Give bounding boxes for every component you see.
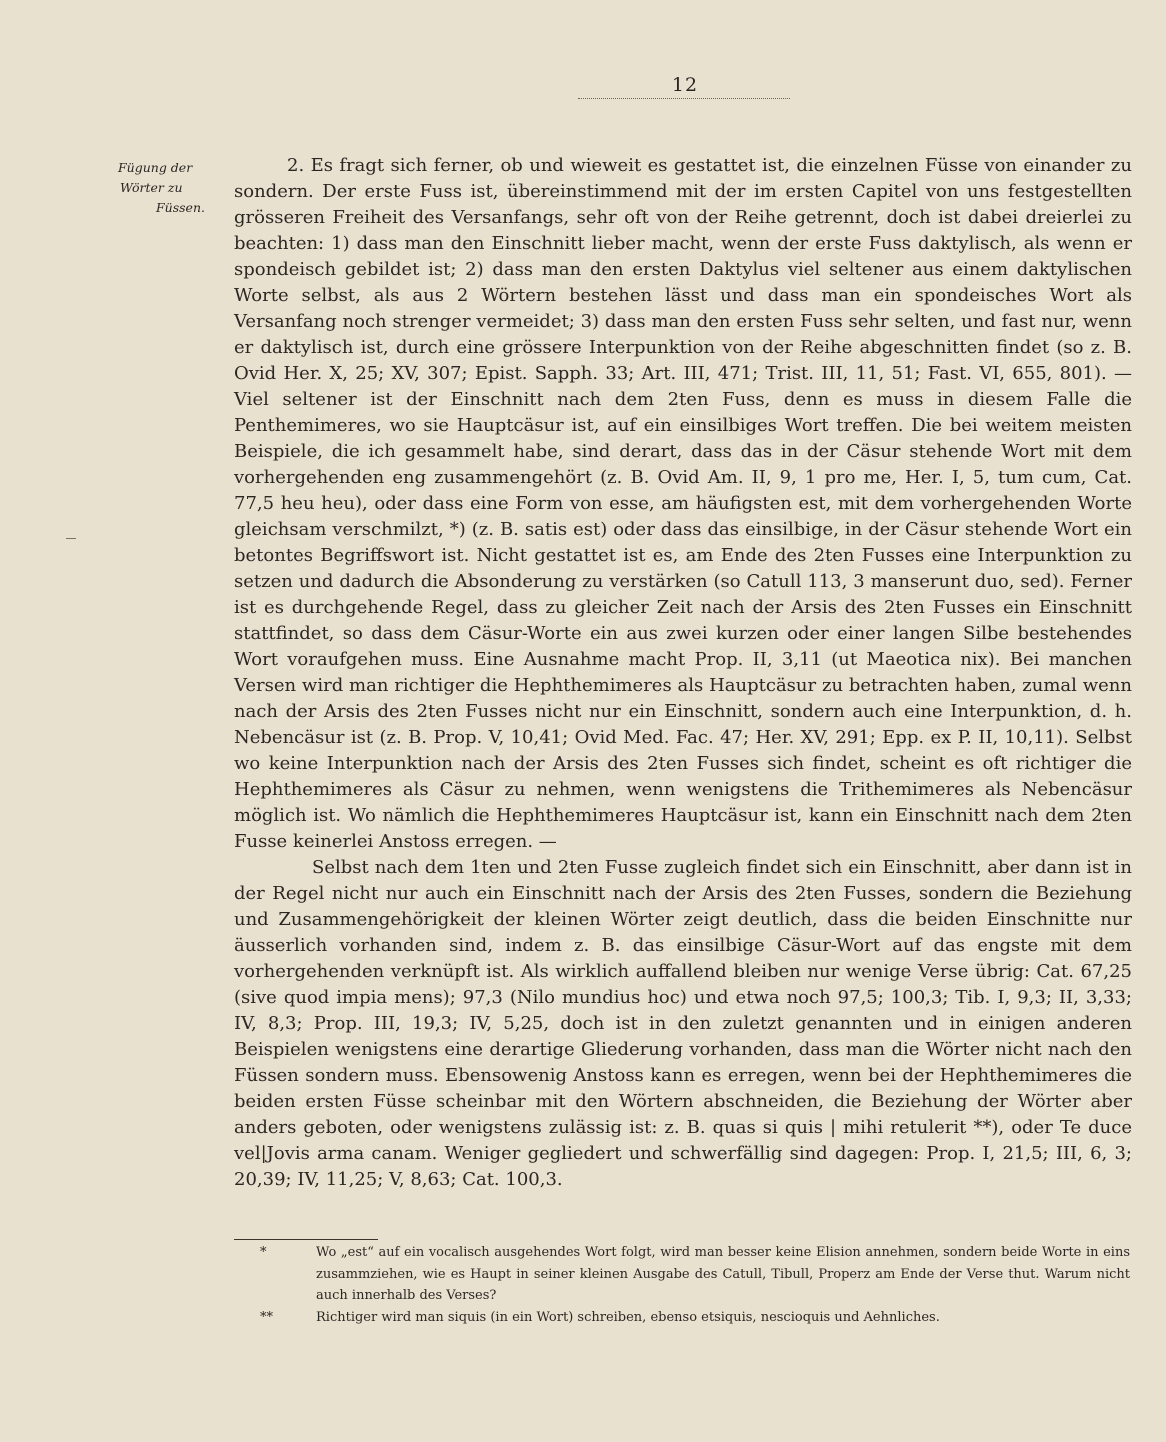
footnote-rule: [234, 1239, 378, 1240]
footnote-text: Wo „est“ auf ein vocalisch ausgehendes Wort folgt, wird man besser keine Elision annehmen, sondern beide Worte in eins zusammziehen, wie es Haupt in seiner kleinen Ausgabe des Catull, Tibull, Properz am Ende der Verse thut. Warum nicht auch innerhalb des Verses?: [316, 1245, 1130, 1303]
margin-dash: [66, 538, 76, 539]
margin-note-line: Fügung der: [118, 160, 193, 175]
footnote: [260, 1242, 1130, 1307]
page-number: 12: [671, 74, 699, 96]
margin-note: [118, 158, 238, 218]
paragraph: 2. Es fragt sich ferner, ob und wieweit es gestattet ist, die einzelnen Füsse von einander zu sondern. Der erste Fuss ist, übereinstimmend mit der im ersten Capitel von uns festgestellten grösseren Freiheit des Versanfangs, sehr oft von der Reihe getrennt, doch ist dabei dreierlei zu beachten: 1) dass man den Einschnitt lieber macht, wenn der erste Fuss daktylisch, als wenn er spondeisch gebildet ist; 2) dass man den ersten Daktylus viel seltener aus einem daktylischen Worte selbst, als aus 2 Wörtern bestehen lässt und dass man ein spondeisches Wort als Versanfang noch strenger vermeidet; 3) dass man den ersten Fuss sehr selten, und fast nur, wenn er daktylisch ist, durch eine grössere Interpunktion von der Reihe abgeschnitten findet (so z. B. Ovid Her. X, 25; XV, 307; Epist. Sapph. 33; Art. III, 471; Trist. III, 11, 51; Fast. VI, 655, 801). — Viel seltener ist der Einschnitt nach dem 2ten Fuss, denn es muss in diesem Falle die Penthemimeres, wo sie Hauptcäsur ist, auf ein einsilbiges Wort treffen. Die bei weitem meisten Beispiele, die ich gesammelt habe, sind derart, dass das in der Cäsur stehende Wort mit dem vorhergehenden eng zusammengehört (z. B. Ovid Am. II, 9, 1 pro me, Her. I, 5, tum cum, Cat. 77,5 heu heu), oder dass eine Form von esse, am häufigsten est, mit dem vorhergehenden Worte gleichsam verschmilzt, *) (z. B. satis est) oder dass das einsilbige, in der Cäsur stehende Wort ein betontes Begriffswort ist. Nicht gestattet ist es, am Ende des 2ten Fusses eine Interpunktion zu setzen und dadurch die Absonderung zu verstärken (so Catull 113, 3 manserunt duo, sed). Ferner ist es durchgehende Regel, dass zu gleicher Zeit nach der Arsis des 2ten Fusses ein Einschnitt stattfindet, so dass dem Cäsur-Worte ein aus zwei kurzen oder einer langen Silbe bestehendes Wort voraufgehen muss. Eine Ausnahme macht Prop. II, 3,11 (ut Maeotica nix). Bei manchen Versen wird man richtiger die Hephthemimeres als Hauptcäsur zu betrachten haben, zumal wenn nach der Arsis des 2ten Fusses nicht nur ein Einschnitt, sondern auch eine Interpunktion, d. h. Nebencäsur ist (z. B. Prop. V, 10,41; Ovid Med. Fac. 47; Her. XV, 291; Epp. ex P. II, 10,11). Selbst wo keine Interpunktion nach der Arsis des 2ten Fusses sich findet, scheint es oft richtiger die Hephthemimeres als Cäsur zu nehmen, wenn wenigstens die Trithemimeres als Nebencäsur möglich ist. Wo nämlich die Hephthemimeres Hauptcäsur ist, kann ein Einschnitt nach dem 2ten Fusse keinerlei Anstoss erregen. —: [234, 155, 1132, 852]
margin-note-line: Wörter zu: [120, 180, 183, 195]
header-rule: [578, 98, 790, 101]
footnote-text: Richtiger wird man siquis (in ein Wort) schreiben, ebenso etsiquis, nescioquis und Aehnliches.: [316, 1309, 940, 1325]
footnote-mark: **: [260, 1309, 273, 1325]
paragraph: Selbst nach dem 1ten und 2ten Fusse zugleich findet sich ein Einschnitt, aber dann ist in der Regel nicht nur auch ein Einschnitt nach der Arsis des 2ten Fusses, sondern die Beziehung und Zusammengehörigkeit der kleinen Wörter zeigt deutlich, dass die beiden Einschnitte nur äusserlich vorhanden sind, indem z. B. das einsilbige Cäsur-Wort auf das engste mit dem vorhergehenden verknüpft ist. Als wirklich auffallend bleiben nur wenige Verse übrig: Cat. 67,25 (sive quod impia mens); 97,3 (Nilo mundius hoc) und etwa noch 97,5; 100,3; Tib. I, 9,3; II, 3,33; IV, 8,3; Prop. III, 19,3; IV, 5,25, doch ist in den zuletzt genannten und in einigen anderen Beispielen wenigstens eine derartige Gliederung vorhanden, dass man die Wörter nicht nach den Füssen sondern muss. Ebensowenig Anstoss kann es erregen, wenn bei der Hephthemimeres die beiden ersten Füsse scheinbar mit den Wörtern abschneiden, die Beziehung der Wörter aber anders geboten, oder wenigstens zulässig ist: z. B. quas si quis | mihi retulerit **), oder Te duce vel|Jovis arma canam. Weniger gegliedert und schwerfällig sind dagegen: Prop. I, 21,5; III, 6, 3; 20,39; IV, 11,25; V, 8,63; Cat. 100,3.: [234, 857, 1132, 1190]
footnote-mark: *: [260, 1245, 267, 1260]
footnotes: [260, 1242, 1130, 1328]
main-text: [234, 153, 1132, 1193]
footnote: [260, 1307, 1130, 1329]
margin-note-line: Füssen.: [156, 200, 205, 215]
